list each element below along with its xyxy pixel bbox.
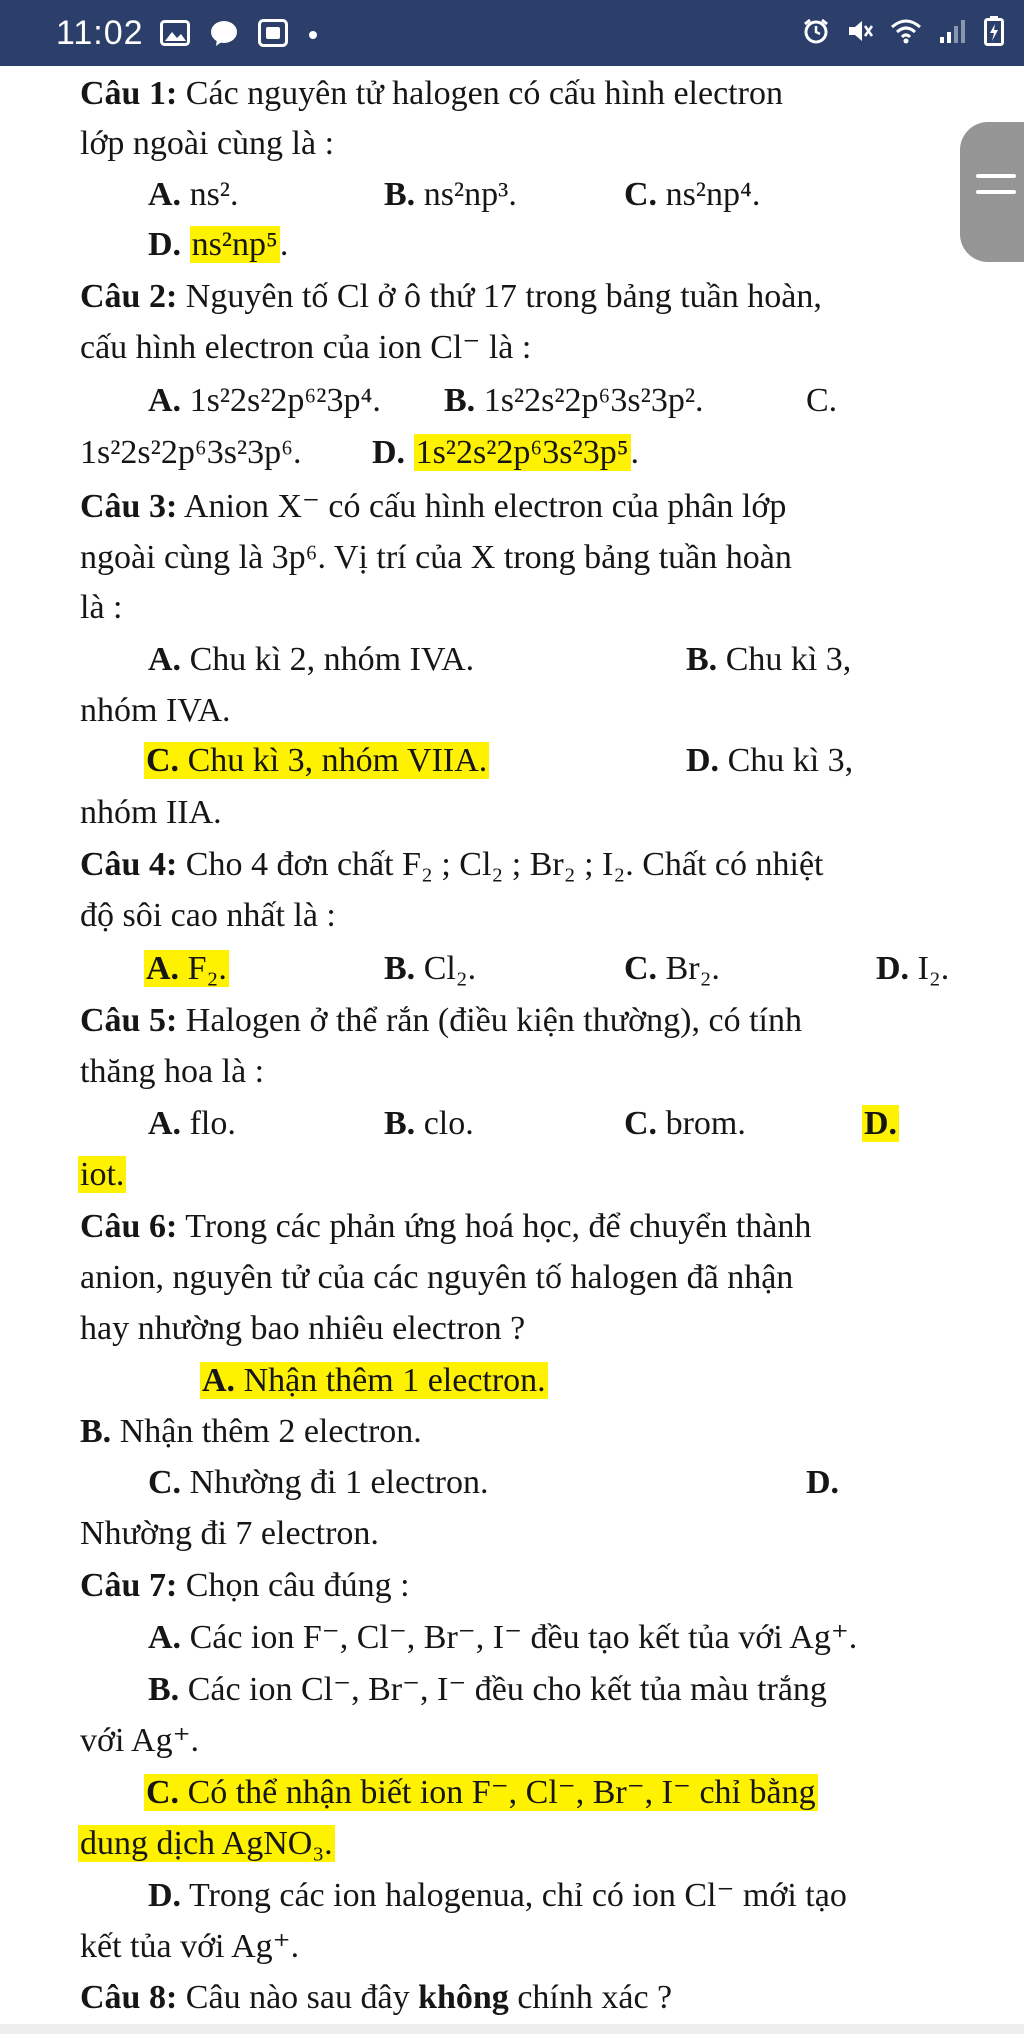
option-d: D. ns²np⁵. <box>148 226 289 263</box>
question-3-line-2: ngoài cùng là 3p⁶. Vị trí của X trong bảng tuần hoàn <box>80 539 792 576</box>
question-2-line-1: Câu 2: Nguyên tố Cl ở ô thứ 17 trong bảng tuần hoàn, <box>80 278 822 315</box>
option-d-wrap: kết tủa với Ag⁺. <box>80 1928 300 1965</box>
option-c: 1s²2s²2p⁶3s²3p⁶. <box>80 434 302 471</box>
dot-icon <box>308 27 318 45</box>
question-2-line-2: cấu hình electron của ion Cl⁻ là : <box>80 329 532 366</box>
option-c <box>144 740 489 782</box>
option-c: C. brom. <box>624 1105 746 1142</box>
option-b: B. clo. <box>384 1105 474 1142</box>
option-a: A. ns². <box>148 176 239 213</box>
question-4-line-1: Câu 4: Cho 4 đơn chất F₂ ; Cl₂ ; Br₂ ; I₂. Chất có nhiệt <box>80 846 824 883</box>
option-b: B. Chu kì 3, <box>686 641 852 678</box>
gallery-icon <box>160 20 190 51</box>
question-5-line-1: Câu 5: Halogen ở thể rắn (điều kiện thường), có tính <box>80 1002 802 1039</box>
option-b-wrap: nhóm IVA. <box>80 692 231 729</box>
option-a: A. flo. <box>148 1105 236 1142</box>
question-6-line-1: Câu 6: Trong các phản ứng hoá học, để chuyển thành <box>80 1208 812 1245</box>
highlighted-answer: C. Có thể nhận biết ion F⁻, Cl⁻, Br⁻, I⁻ chỉ bằng <box>146 1774 816 1811</box>
question-6-line-2: anion, nguyên tử của các nguyên tố halogen đã nhận <box>80 1259 794 1296</box>
battery-icon <box>984 16 1004 51</box>
option-d: D. 1s²2s²2p⁶3s²3p⁵. <box>372 434 640 471</box>
option-d: D. Trong các ion halogenua, chỉ có ion Cl⁻ mới tạo <box>148 1877 847 1914</box>
option-a: A. 1s²2s²2p⁶²3p⁴. <box>148 382 381 419</box>
option-b: B. Nhận thêm 2 electron. <box>80 1413 422 1450</box>
question-8-line-1: Câu 8: Câu nào sau đây không chính xác ? <box>80 1979 673 2016</box>
option-c-wrap <box>78 1823 335 1865</box>
option-c: C. ns²np⁴. <box>624 176 761 213</box>
option-d <box>78 1154 126 1196</box>
option-d: Nhường đi 7 electron. <box>80 1515 379 1552</box>
question-4-line-2: độ sôi cao nhất là : <box>80 897 336 934</box>
question-5-line-2: thăng hoa là : <box>80 1053 265 1090</box>
highlighted-answer: A. F₂. <box>146 950 227 987</box>
option-b: B. ns²np³. <box>384 176 517 213</box>
mute-icon <box>846 17 874 50</box>
highlighted-answer: dung dịch AgNO₃. <box>80 1825 333 1862</box>
alarm-icon <box>802 17 830 50</box>
clock: 11:02 <box>56 14 144 52</box>
option-d-wrap: nhóm IIA. <box>80 794 222 831</box>
question-7-line-1: Câu 7: Chọn câu đúng : <box>80 1567 410 1604</box>
option-a: A. Các ion F⁻, Cl⁻, Br⁻, I⁻ đều tạo kết tủa với Ag⁺. <box>148 1619 858 1656</box>
screenshot-icon <box>258 19 288 52</box>
option-b: B. 1s²2s²2p⁶3s²3p². <box>444 382 704 419</box>
question-1-line-1: Câu 1: Các nguyên tử halogen có cấu hình electron <box>80 75 783 112</box>
option-a <box>144 948 229 990</box>
bottom-edge <box>0 2024 1024 2034</box>
status-bar <box>0 0 1024 66</box>
grip-icon <box>976 174 1016 204</box>
option-b: B. Cl₂. <box>384 950 477 987</box>
highlighted-answer: A. Nhận thêm 1 electron. <box>202 1362 546 1399</box>
highlighted-answer: iot. <box>80 1156 125 1193</box>
messenger-icon <box>210 19 238 52</box>
question-3-line-1: Câu 3: Anion X⁻ có cấu hình electron của phân lớp <box>80 488 787 525</box>
option-a: A. Chu kì 2, nhóm IVA. <box>148 641 475 678</box>
highlighted-answer: ns²np⁵ <box>191 226 278 263</box>
question-6-line-3: hay nhường bao nhiêu electron ? <box>80 1310 526 1347</box>
option-d: D. I₂. <box>876 950 950 987</box>
option-c: C. Br₂. <box>624 950 720 987</box>
scroll-handle[interactable] <box>960 122 1024 262</box>
option-b: B. Các ion Cl⁻, Br⁻, I⁻ đều cho kết tủa màu trắng <box>148 1671 827 1708</box>
option-c-label: C. <box>806 382 838 419</box>
signal-icon <box>938 17 968 50</box>
question-3-line-3: là : <box>80 589 123 626</box>
option-c <box>144 1772 818 1814</box>
question-1-line-2: lớp ngoài cùng là : <box>80 125 335 162</box>
option-d-label: D. <box>806 1464 840 1501</box>
document-page[interactable] <box>0 66 1024 2024</box>
option-c: C. Nhường đi 1 electron. <box>148 1464 489 1501</box>
option-a <box>200 1360 548 1402</box>
highlighted-answer: D. <box>864 1105 898 1142</box>
option-d: D. Chu kì 3, <box>686 742 854 779</box>
option-b-wrap: với Ag⁺. <box>80 1722 200 1759</box>
highlighted-answer: C. Chu kì 3, nhóm VIIA. <box>146 742 488 779</box>
question-number: Câu 1: <box>80 75 178 112</box>
option-d-label <box>862 1103 899 1145</box>
wifi-icon <box>890 17 922 50</box>
highlighted-answer: 1s²2s²2p⁶3s²3p⁵ <box>415 434 629 471</box>
